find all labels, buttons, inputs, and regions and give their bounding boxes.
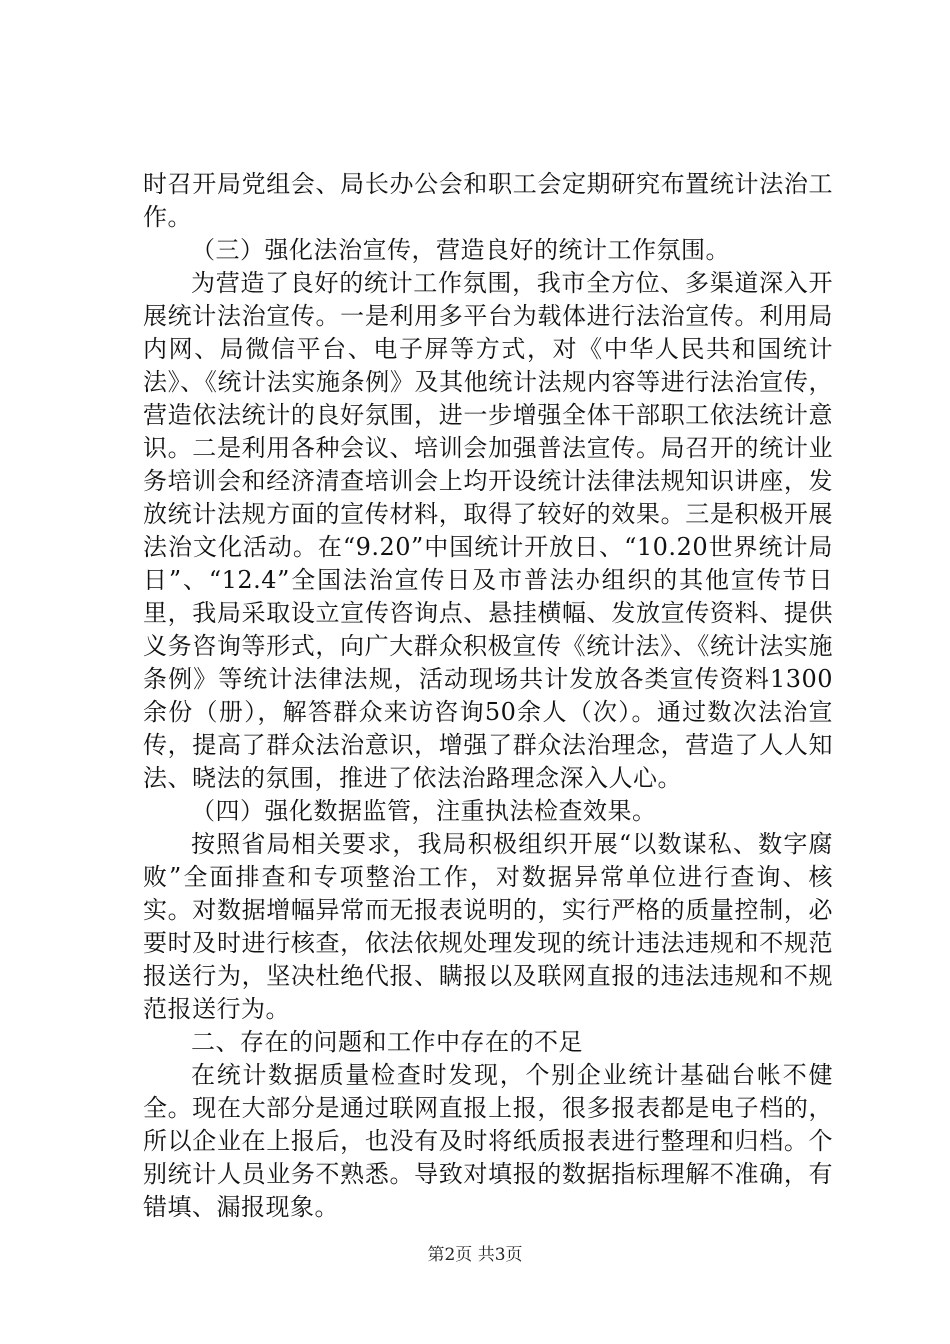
section-heading-4: （四）强化数据监管，注重执法检查效果。 — [191, 797, 657, 825]
section-heading-3: （三）强化法治宣传，营造良好的统计工作氛围。 — [191, 236, 730, 264]
paragraph-data-supervision: 按照省局相关要求，我局积极组织开展“以数谋私、数字腐败”全面排查和专项整治工作，对数据异常单位进行查询、核实。对数据增幅异常而无报表说明的，实行严格的质量控制，必要时及时进行核查，依法依规处理发现的统计违法违规和不规范报送行为，坚决杜绝代报、瞒报以及联网直报的违法违规和不规范报送行为。 — [143, 830, 833, 1023]
paragraph-problems: 在统计数据质量检查时发现，个别企业统计基础台帐不健全。现在大部分是通过联网直报上报，很多报表都是电子档的，所以企业在上报后，也没有及时将纸质报表进行整理和归档。个别统计人员业务不熟悉。导致对填报的数据指标理解不准确，有错填、漏报现象。 — [143, 1061, 833, 1221]
paragraph-publicity: 为营造了良好的统计工作氛围，我市全方位、多渠道深入开展统计法治宣传。一是利用多平台为载体进行法治宣传。利用局内网、局微信平台、电子屏等方式，对《中华人民共和国统计法》、《统计法实施条例》及其他统计法规内容等进行法治宣传，营造依法统计的良好氛围，进一步增强全体干部职工依法统计意识。二是利用各种会议、培训会加强普法宣传。局召开的统计业务培训会和经济清查培训会上均开设统计法律法规知识讲座，发放统计法规方面的宣传材料，取得了较好的效果。三是积极开展法治文化活动。在“9.20”中国统计开放日、“10.20世界统计局日”、“12.4”全国法治宣传日及市普法办组织的其他宣传节日里，我局采取设立宣传咨询点、悬挂横幅、发放宣传资料、提供义务咨询等形式，向广大群众积极宣传《统计法》、《统计法实施条例》等统计法律法规，活动现场共计发放各类宣传资料1300余份（册），解答群众来访咨询50余人（次）。通过数次法治宣传，提高了群众法治意识，增强了群众法治理念，营造了人人知法、晓法的氛围，推进了依法治路理念深入人心。 — [143, 269, 833, 792]
section-heading-problems: 二、存在的问题和工作中存在的不足 — [191, 1028, 583, 1056]
page-number-footer: 第2页 共3页 — [427, 1245, 523, 1265]
document-body — [143, 168, 833, 1224]
paragraph-continuation: 时召开局党组会、局长办公会和职工会定期研究布置统计法治工作。 — [143, 170, 833, 231]
